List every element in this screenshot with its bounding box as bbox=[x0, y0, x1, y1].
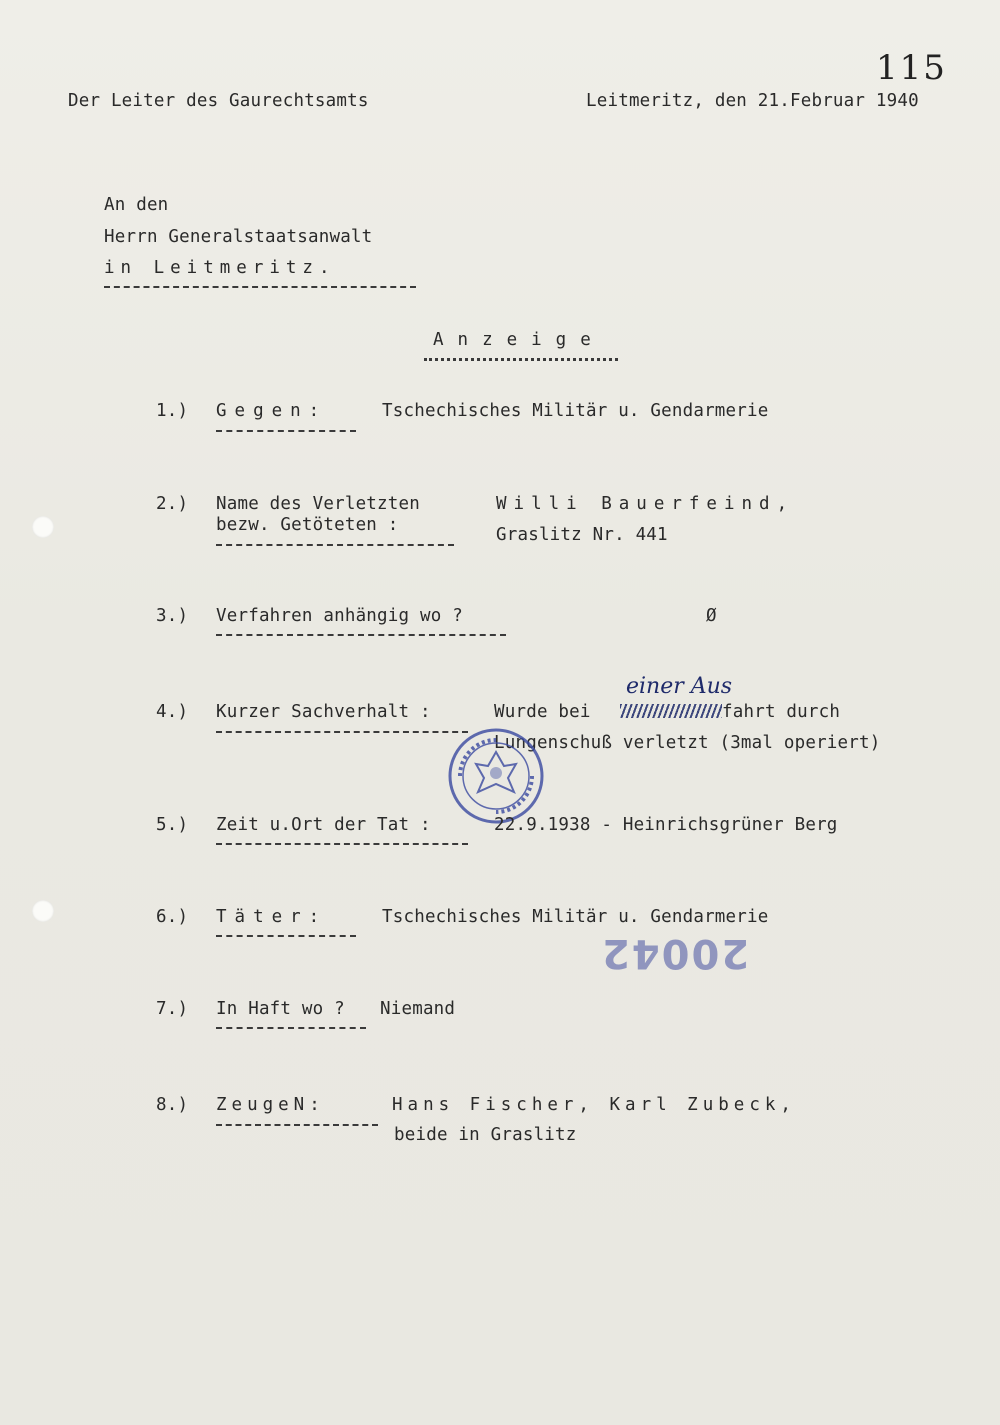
item-4-underline bbox=[216, 731, 468, 733]
recipient-line-2: Herrn Generalstaatsanwalt bbox=[104, 227, 373, 247]
item-3-label: Verfahren anhängig wo ? bbox=[216, 606, 463, 626]
punch-hole-top bbox=[32, 516, 54, 538]
recipient-line-3: in Leitmeritz. bbox=[104, 258, 336, 278]
item-5-underline bbox=[216, 843, 468, 845]
item-2-label-line-2: bezw. Getöteten : bbox=[216, 515, 399, 535]
recipient-line-1: An den bbox=[104, 195, 169, 215]
title-underline bbox=[424, 358, 618, 361]
item-1-underline bbox=[216, 430, 356, 432]
item-6-label: Täter: bbox=[216, 907, 328, 927]
item-4-value-prefix: Wurde bei bbox=[494, 702, 591, 722]
item-3-underline bbox=[216, 634, 506, 636]
item-7-label: In Haft wo ? bbox=[216, 999, 345, 1019]
document-title: Anzeige bbox=[433, 330, 605, 350]
recipient-underline bbox=[104, 286, 416, 288]
item-2-value-line-2: Graslitz Nr. 441 bbox=[496, 525, 668, 545]
page-number: 115 bbox=[876, 48, 947, 88]
official-round-stamp bbox=[446, 726, 546, 826]
handwritten-insert: einer Aus bbox=[626, 674, 733, 699]
item-5-value: 22.9.1938 - Heinrichsgrüner Berg bbox=[494, 815, 838, 835]
item-8-number: 8.) bbox=[156, 1095, 189, 1115]
item-3-value: Ø bbox=[706, 606, 717, 626]
item-4-value-suffix: fahrt durch bbox=[722, 702, 841, 722]
item-6-number: 6.) bbox=[156, 907, 189, 927]
item-1-value: Tschechisches Militär u. Gendarmerie bbox=[382, 401, 769, 421]
punch-hole-bottom bbox=[32, 900, 54, 922]
item-5-label: Zeit u.Ort der Tat : bbox=[216, 815, 431, 835]
item-2-underline bbox=[216, 544, 454, 546]
item-8-label: ZeugeN: bbox=[216, 1095, 325, 1115]
place-date: Leitmeritz, den 21.Februar 1940 bbox=[586, 91, 919, 111]
item-2-label-line-1: Name des Verletzten bbox=[216, 494, 420, 514]
struck-out-word bbox=[620, 704, 722, 718]
item-6-value: Tschechisches Militär u. Gendarmerie bbox=[382, 907, 769, 927]
item-7-number: 7.) bbox=[156, 999, 189, 1019]
item-8-value-line-2: beide in Graslitz bbox=[394, 1125, 577, 1145]
sender-line: Der Leiter des Gaurechtsamts bbox=[68, 91, 369, 111]
item-7-value: Niemand bbox=[380, 999, 456, 1019]
item-2-value-line-1: Willi Bauerfeind, bbox=[496, 494, 795, 514]
item-4-number: 4.) bbox=[156, 702, 189, 722]
item-5-number: 5.) bbox=[156, 815, 189, 835]
item-1-label: Gegen: bbox=[216, 401, 328, 421]
item-6-underline bbox=[216, 935, 356, 937]
item-8-value-line-1: Hans Fischer, Karl Zubeck, bbox=[392, 1095, 796, 1115]
item-7-underline bbox=[216, 1027, 366, 1029]
stamped-reference-number: 20042 bbox=[600, 930, 750, 976]
item-4-value-line-2: Lungenschuß verletzt (3mal operiert) bbox=[494, 733, 881, 753]
item-8-underline bbox=[216, 1124, 378, 1126]
item-4-label: Kurzer Sachverhalt : bbox=[216, 702, 431, 722]
item-3-number: 3.) bbox=[156, 606, 189, 626]
item-1-number: 1.) bbox=[156, 401, 189, 421]
item-2-number: 2.) bbox=[156, 494, 189, 514]
